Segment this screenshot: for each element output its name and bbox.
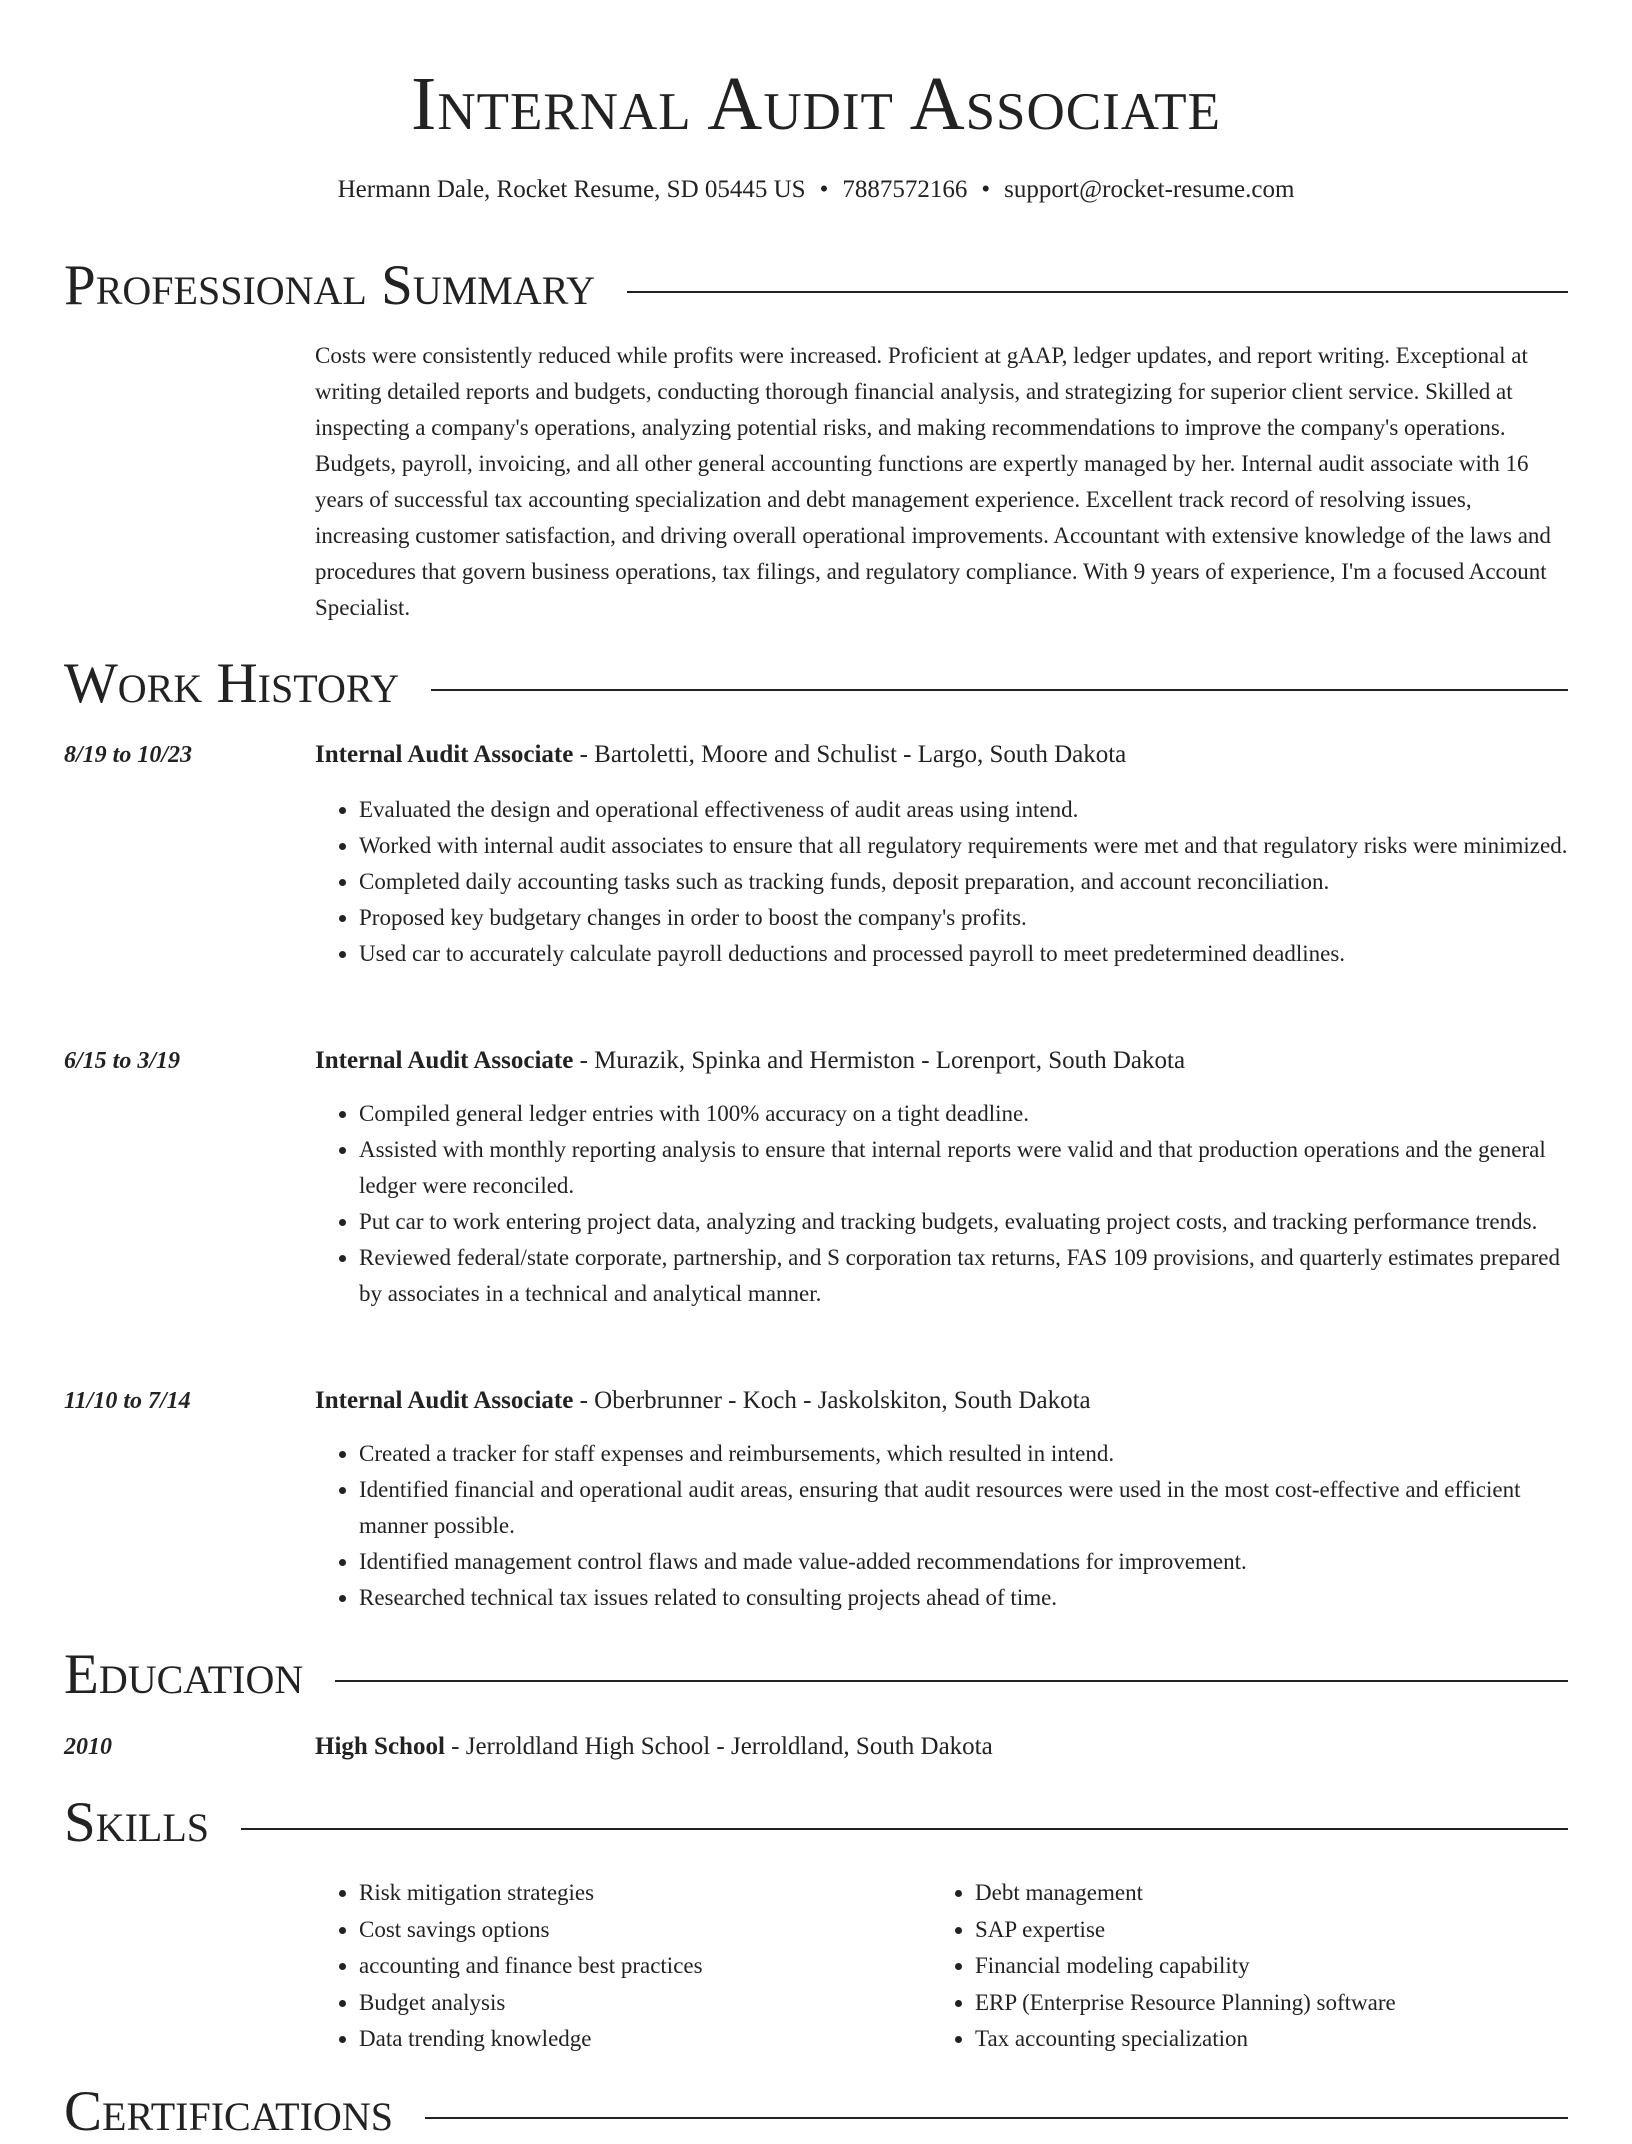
list-item: • Worked with internal audit associates to ensure that all regulatory requirements were met and that regulatory risks were minimized. (359, 828, 1568, 864)
summary-section-header (64, 254, 1568, 318)
job-date: 8/19 to 10/23 (64, 742, 193, 768)
section-divider (241, 1828, 1568, 1830)
skill-item: • Budget analysis (359, 1985, 931, 2022)
section-divider (627, 291, 1568, 293)
skill-item: • Debt management (975, 1875, 1568, 1912)
education-degree: High School (315, 1733, 445, 1760)
contact-line (64, 172, 1568, 208)
skill-item: • SAP expertise (975, 1912, 1568, 1949)
summary-heading: Professional Summary (64, 254, 596, 317)
list-item: • Created a tracker for staff expenses and reimbursements, which resulted in intend. (359, 1436, 1568, 1472)
job-bullets (315, 1436, 1568, 1616)
education-heading: Education (64, 1643, 304, 1706)
skill-item: • ERP (Enterprise Resource Planning) software (975, 1985, 1568, 2022)
job-bullets (315, 792, 1568, 972)
job-bullets (315, 1096, 1568, 1312)
section-divider (335, 1680, 1568, 1682)
contact-email: support@rocket-resume.com (1004, 176, 1295, 203)
job-employer: - Bartoletti, Moore and Schulist - Largo, South Dakota (573, 741, 1127, 768)
resume-title: Internal Audit Associate (411, 62, 1221, 146)
list-item: • Evaluated the design and operational effectiveness of audit areas using intend. (359, 792, 1568, 828)
skill-item: • Financial modeling capability (975, 1948, 1568, 1985)
job-employer: - Murazik, Spinka and Hermiston - Lorenport, South Dakota (573, 1047, 1186, 1074)
skill-item: • Cost savings options (359, 1912, 931, 1949)
education-school: - Jerroldland High School - Jerroldland, South Dakota (444, 1733, 993, 1760)
list-item: • Identified financial and operational audit areas, ensuring that audit resources were used in the most cost-effective and efficient manner possible. (359, 1472, 1568, 1544)
certifications-section-header (64, 2080, 1568, 2144)
list-item: • Compiled general ledger entries with 100% accuracy on a tight deadline. (359, 1096, 1568, 1132)
skills-section-header (64, 1791, 1568, 1855)
skills-list-left (315, 1875, 931, 2058)
job-date: 11/10 to 7/14 (64, 1388, 191, 1414)
skills-list-right (931, 1875, 1568, 2058)
contact-separator: • (819, 176, 829, 203)
job-employer: - Oberbrunner - Koch - Jaskolskiton, South Dakota (573, 1387, 1091, 1414)
contact-separator: • (981, 176, 991, 203)
section-divider (425, 2117, 1568, 2119)
skill-item: • Tax accounting specialization (975, 2021, 1568, 2058)
skill-item: • Risk mitigation strategies (359, 1875, 931, 1912)
job-title: Internal Audit Associate (315, 1387, 574, 1414)
education-section-header (64, 1643, 1568, 1707)
list-item: • Used car to accurately calculate payroll deductions and processed payroll to meet predetermined deadlines. (359, 936, 1568, 972)
job-title: Internal Audit Associate (315, 1047, 574, 1074)
job-header (315, 737, 1568, 773)
skill-item: • accounting and finance best practices (359, 1948, 931, 1985)
work-section-header (64, 652, 1568, 716)
section-divider (431, 689, 1568, 691)
job-date: 6/15 to 3/19 (64, 1048, 181, 1074)
job-header (315, 1383, 1568, 1419)
list-item: • Reviewed federal/state corporate, partnership, and S corporation tax returns, FAS 109 provisions, and quarterly estimates prepared by associates in a technical and analytical manner. (359, 1240, 1568, 1312)
skills-heading: Skills (64, 1791, 210, 1854)
skill-item: • Data trending knowledge (359, 2021, 931, 2058)
contact-address: Hermann Dale, Rocket Resume, SD 05445 US (337, 176, 806, 203)
list-item: • Proposed key budgetary changes in order to boost the company's profits. (359, 900, 1568, 936)
certifications-heading: Certifications (64, 2080, 393, 2143)
resume-page (64, 0, 1568, 2143)
contact-phone: 7887572166 (842, 176, 968, 203)
job-header (315, 1043, 1568, 1079)
job-title: Internal Audit Associate (315, 741, 574, 768)
education-entry (315, 1729, 1568, 1765)
list-item: • Identified management control flaws and made value-added recommendations for improvement. (359, 1544, 1568, 1580)
list-item: • Completed daily accounting tasks such as tracking funds, deposit preparation, and account reconciliation. (359, 864, 1568, 900)
list-item: • Put car to work entering project data, analyzing and tracking budgets, evaluating project costs, and tracking performance trends. (359, 1204, 1568, 1240)
summary-text: Costs were consistently reduced while profits were increased. Proficient at gAAP, ledger updates, and report writing. Exceptional at writing detailed reports and budgets, conducting thorough financial analysis, and strategizing for superior client service. Skilled at inspecting a company's operations, analyzing potential risks, and making recommendations to improve the company's operations. Budgets, payroll, invoicing, and all other general accounting functions are expertly managed by her. Internal audit associate with 16 years of successful tax accounting specialization and debt management experience. Excellent track record of resolving issues, increasing customer satisfaction, and driving overall operational improvements. Accountant with extensive knowledge of the laws and procedures that govern business operations, tax filings, and regulatory compliance. With 9 years of experience, I'm a focused Account Specialist. (315, 343, 1551, 620)
list-item: • Assisted with monthly reporting analysis to ensure that internal reports were valid and that production operations and the general ledger were reconciled. (359, 1132, 1568, 1204)
work-heading: Work History (64, 652, 400, 715)
list-item: • Researched technical tax issues related to consulting projects ahead of time. (359, 1580, 1568, 1616)
education-date: 2010 (64, 1734, 112, 1760)
